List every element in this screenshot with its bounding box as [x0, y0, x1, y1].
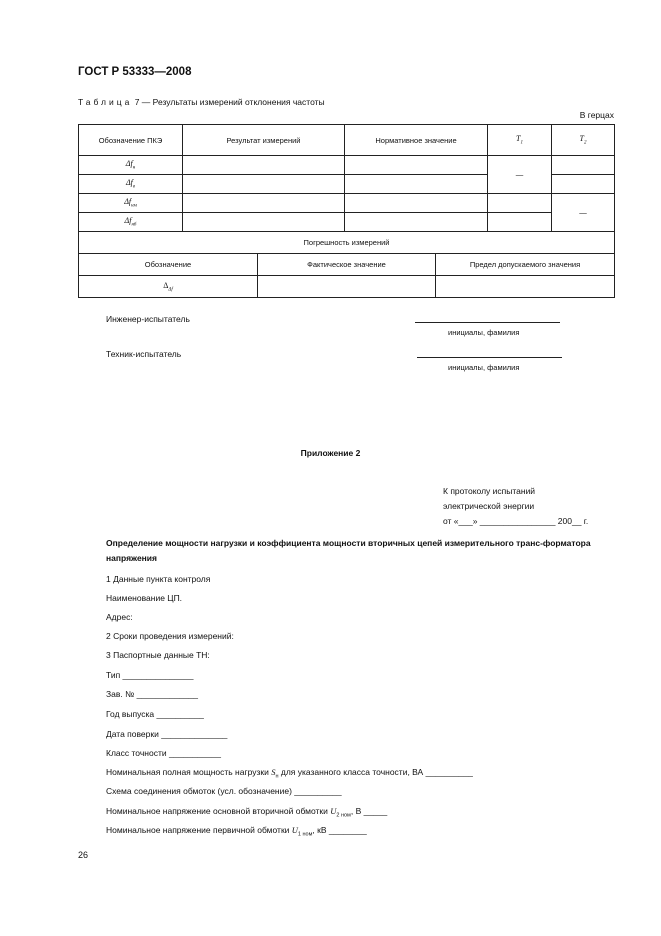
table-cell [345, 175, 488, 194]
signature-caption-engineer: инициалы, фамилия [448, 328, 520, 337]
col-header-limit: Предел допускаемого значения [436, 254, 615, 276]
table-cell [183, 213, 345, 232]
table-cell [488, 213, 552, 232]
table-caption-text: 7 — Результаты измерений отклонения частоты [134, 97, 325, 107]
t2-dash-cell: — [552, 194, 615, 232]
t1-dash-cell: — [488, 156, 552, 194]
units-label: В герцах [579, 110, 614, 120]
frequency-deviation-table [78, 124, 615, 232]
table-cell [183, 156, 345, 175]
document-header: ГОСТ Р 53333—2008 [78, 66, 192, 78]
error-table-title: Погрешность измерений [79, 232, 615, 254]
col-header-t2: $T_2$ [552, 125, 615, 156]
measurement-error-table [78, 231, 615, 298]
item-primary-voltage: Номинальное напряжение первичной обмотки $U_{1 ном}$, кВ ________ [106, 825, 367, 838]
signature-role-technician: Техник-испытатель [106, 349, 182, 359]
row-symbol-df-n: $\Delta f_н$ [79, 156, 183, 175]
item-dates: 2 Сроки проведения измерений: [106, 631, 234, 641]
item-verification-date: Дата поверки ______________ [106, 729, 228, 739]
signature-role-engineer: Инженер-испытатель [106, 314, 190, 324]
item-control-point: 1 Данные пункта контроля [106, 574, 211, 584]
signature-caption-technician: инициалы, фамилия [448, 363, 520, 372]
item-winding-scheme: Схема соединения обмоток (усл. обозначение) __________ [106, 786, 342, 796]
table-cell [436, 276, 615, 298]
table-cell [183, 175, 345, 194]
col-header-t1: $T_1$ [488, 125, 552, 156]
item-accuracy-class: Класс точности ___________ [106, 748, 221, 758]
item-name: Наименование ЦП. [106, 593, 183, 603]
protocol-line: К протоколу испытаний [443, 486, 536, 496]
col-header-result: Результат измерений [183, 125, 345, 156]
table-caption-label: Таблица [78, 97, 133, 107]
protocol-line: электрической энергии [443, 501, 535, 511]
row-symbol-df-nb: $\Delta f_{нб}$ [79, 213, 183, 232]
appendix-title: Приложение 2 [300, 448, 361, 458]
item-serial: Зав. № _____________ [106, 689, 199, 699]
protocol-line: от «___» ________________ 200__ г. [443, 516, 589, 526]
signature-line-engineer [415, 322, 560, 323]
table-cell [258, 276, 436, 298]
row-symbol-df-v: $\Delta f_в$ [79, 175, 183, 194]
table-cell [552, 156, 615, 175]
table-cell [488, 194, 552, 213]
col-header-actual: Фактическое значение [258, 254, 436, 276]
item-rated-power: Номинальная полная мощность нагрузки $S_н$ для указанного класса точности, ВА __________ [106, 767, 473, 780]
item-year: Год выпуска __________ [106, 709, 204, 719]
item-type: Тип _______________ [106, 670, 194, 680]
page-number: 26 [78, 850, 89, 860]
col-header-designation: Обозначение [79, 254, 258, 276]
protocol-reference [443, 484, 588, 529]
signature-line-technician [417, 357, 562, 358]
table-cell [183, 194, 345, 213]
col-header-pke: Обозначение ПКЭ [79, 125, 183, 156]
table-cell [345, 194, 488, 213]
table-cell [345, 156, 488, 175]
table-cell [345, 213, 488, 232]
item-passport: 3 Паспортные данные ТН: [106, 650, 210, 660]
col-header-normative: Нормативное значение [345, 125, 488, 156]
row-symbol-delta-df: $\Delta_{\Delta f}$ [79, 276, 258, 298]
table-caption [78, 97, 325, 107]
item-address: Адрес: [106, 612, 133, 622]
row-symbol-df-nm: $\Delta f_{нм}$ [79, 194, 183, 213]
item-secondary-voltage: Номинальное напряжение основной вторичной обмотки $U_{2 ном}$, В _____ [106, 806, 388, 819]
table-cell [552, 175, 615, 194]
section-heading: Определение мощности нагрузки и коэффициента мощности вторичных цепей измерительного транс-форматора напряжения [106, 538, 591, 563]
